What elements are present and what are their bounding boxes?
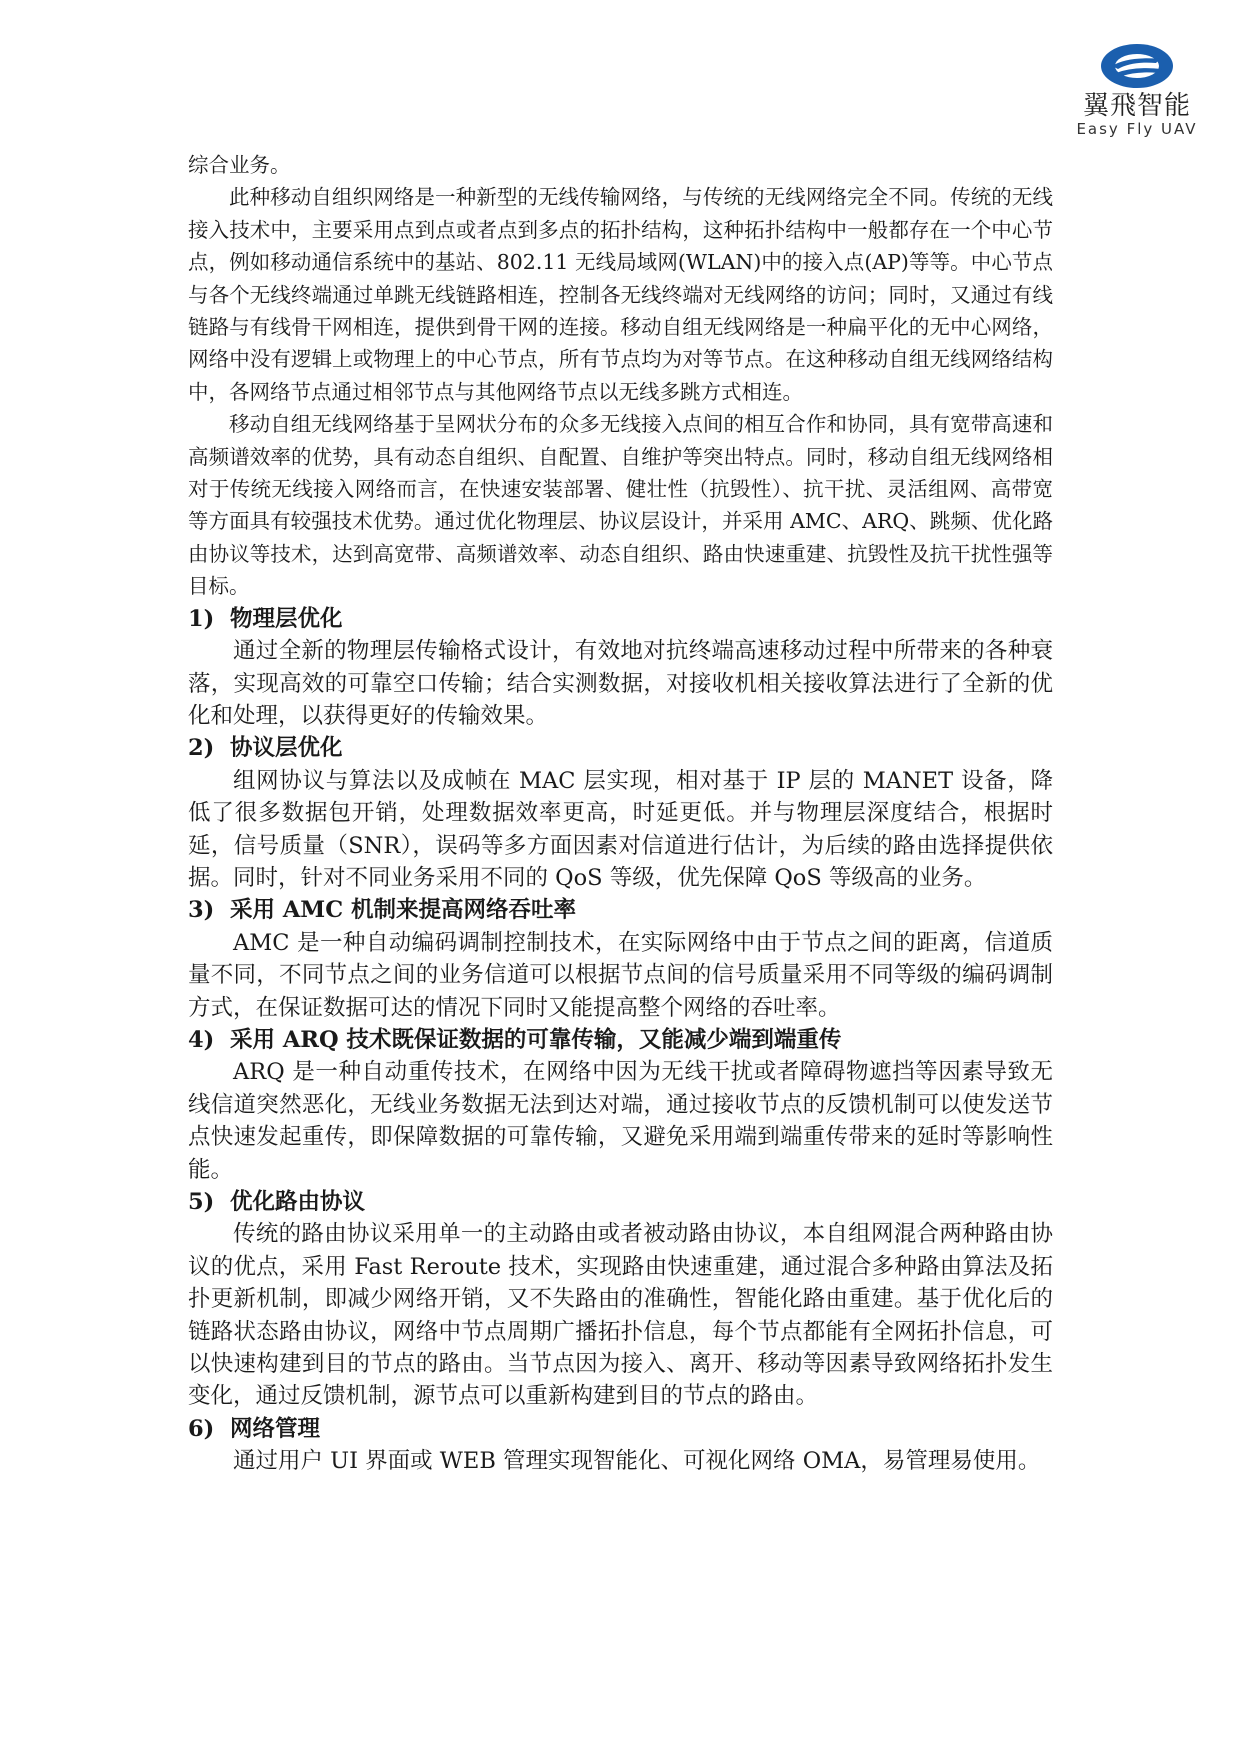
- section-number: 6): [188, 1415, 215, 1442]
- section-paragraph: ARQ 是一种自动重传技术，在网络中因为无线干扰或者障碍物遮挡等因素导致无线信道突然恶化，无线业务数据无法到达对端，通过接收节点的反馈机制可以使发送节点快速发起重传，即保障数据的可靠传输，又避免采用端到端重传带来的延时等影响性能。: [188, 1059, 1053, 1183]
- section-heading: [188, 603, 1053, 635]
- section-title: 优化路由协议: [230, 1189, 366, 1215]
- easy-fly-logo-icon: [1098, 42, 1176, 90]
- section-heading: [188, 1186, 1053, 1218]
- paragraph: 移动自组无线网络基于呈网状分布的众多无线接入点间的相互合作和协同，具有宽带高速和高频谱效率的优势，具有动态自组织、自配置、自维护等突出特点。同时，移动自组无线网络相对于传统无线接入网络而言，在快速安装部署、健壮性（抗毁性）、抗干扰、灵活组网、高带宽等方面具有较强技术优势。通过优化物理层、协议层设计，并采用 AMC、ARQ、跳频、优化路由协议等技术，达到高宽带、高频谱效率、动态自组织、路由快速重建、抗毁性及抗干扰性强等目标。: [188, 412, 1053, 599]
- section-paragraph: 传统的路由协议采用单一的主动路由或者被动路由协议，本自组网混合两种路由协议的优点，采用 Fast Reroute 技术，实现路由快速重建，通过混合多种路由算法及拓扑更新机制，即减少网络开销，又不失路由的准确性，智能化路由重建。基于优化后的链路状态路由协议，网络中节点周期广播拓扑信息，每个节点都能有全网拓扑信息，可以快速构建到目的节点的路由。当节点因为接入、离开、移动等因素导致网络拓扑发生变化，通过反馈机制，源节点可以重新构建到目的节点的路由。: [188, 1221, 1053, 1410]
- section-heading: [188, 894, 1053, 926]
- section-heading: [188, 1024, 1053, 1056]
- section-title: 采用 AMC 机制来提高网络吞吐率: [230, 897, 576, 924]
- section-number: 4): [188, 1026, 215, 1053]
- section-paragraph: 通过用户 UI 界面或 WEB 管理实现智能化、可视化网络 OMA，易管理易使用。: [233, 1448, 1041, 1475]
- section-title: 采用 ARQ 技术既保证数据的可靠传输，又能减少端到端重传: [230, 1026, 842, 1053]
- section-heading: [188, 1413, 1053, 1445]
- section-title: 网络管理: [230, 1415, 321, 1442]
- section-title: 物理层优化: [230, 605, 343, 632]
- section-paragraph: 组网协议与算法以及成帧在 MAC 层实现，相对基于 IP 层的 MANET 设备，降低了很多数据包开销，处理数据效率更高，时延更低。并与物理层深度结合，根据时延，信号质量（SNR），误码等多方面因素对信道进行估计，为后续的路由选择提供依据。同时，针对不同业务采用不同的 QoS 等级，优先保障 QoS 等级高的业务。: [188, 767, 1053, 891]
- section-number: 2): [188, 735, 215, 762]
- section-paragraph: AMC 是一种自动编码调制控制技术，在实际网络中由于节点之间的距离，信道质量不同，不同节点之间的业务信道可以根据节点间的信号质量采用不同等级的编码调制方式，在保证数据可达的情况下同时又能提高整个网络的吞吐率。: [188, 929, 1053, 1021]
- paragraph: 综合业务。: [188, 153, 291, 177]
- logo-chinese-name: 翼飛智能: [1082, 91, 1191, 121]
- section-number: 3): [188, 897, 215, 924]
- document-body: [188, 149, 1053, 1478]
- company-logo: [1067, 42, 1207, 146]
- logo-english-name: Easy Fly UAV: [1076, 120, 1198, 138]
- section-number: 5): [188, 1189, 215, 1215]
- section-title: 协议层优化: [230, 735, 343, 762]
- section-paragraph: 通过全新的物理层传输格式设计，有效地对抗终端高速移动过程中所带来的各种衰落，实现高效的可靠空口传输；结合实测数据，对接收机相关接收算法进行了全新的优化和处理，以获得更好的传输效果。: [188, 638, 1053, 729]
- section-heading: [188, 732, 1053, 764]
- paragraph: 此种移动自组织网络是一种新型的无线传输网络，与传统的无线网络完全不同。传统的无线接入技术中，主要采用点到点或者点到多点的拓扑结构，这种拓扑结构中一般都存在一个中心节点，例如移动通信系统中的基站、802.11 无线局域网(WLAN)中的接入点(AP)等等。中心节点与各个无线终端通过单跳无线链路相连，控制各无线终端对无线网络的访问；同时，又通过有线链路与有线骨干网相连，提供到骨干网的连接。移动自组无线网络是一种扁平化的无中心网络，网络中没有逻辑上或物理上的中心节点，所有节点均为对等节点。在这种移动自组无线网络结构中，各网络节点通过相邻节点与其他网络节点以无线多跳方式相连。: [188, 185, 1053, 404]
- section-number: 1): [188, 605, 215, 632]
